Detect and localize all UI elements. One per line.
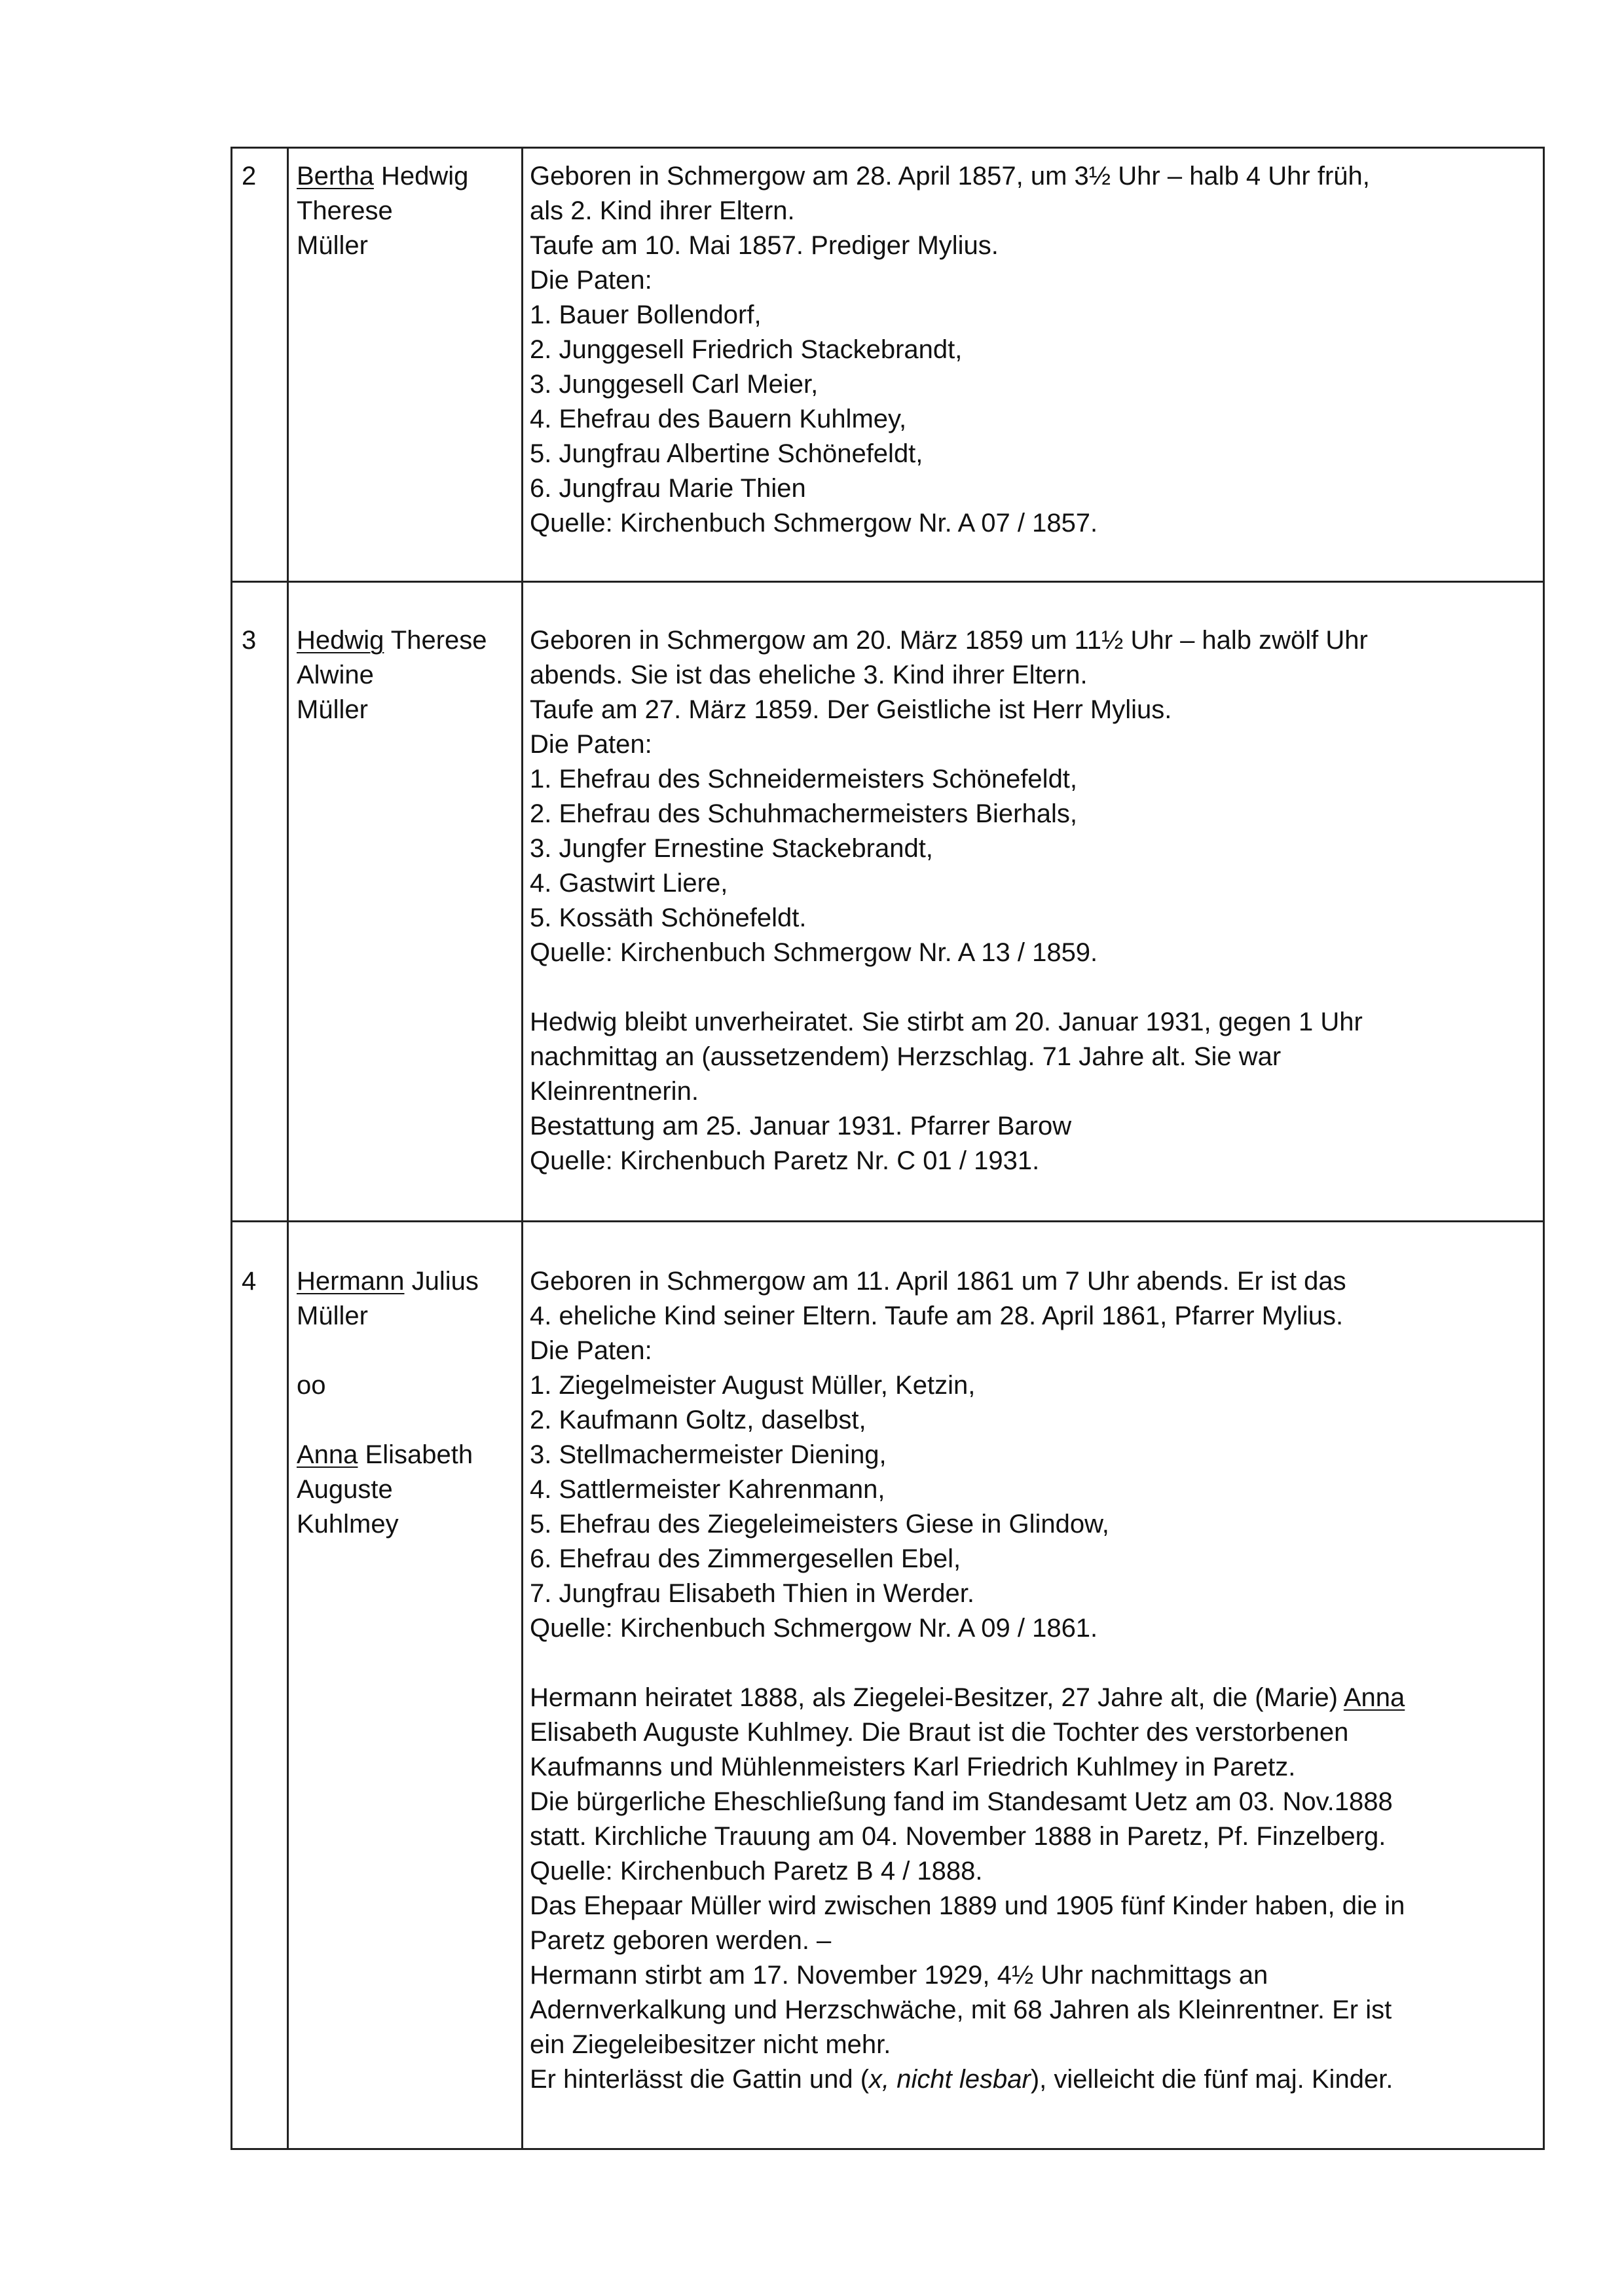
- text-line: 4. Ehefrau des Bauern Kuhlmey,: [530, 405, 907, 433]
- text-line: Das Ehepaar Müller wird zwischen 1889 und 1905 fünf Kinder haben, die in: [530, 1891, 1405, 1920]
- text-line: Quelle: Kirchenbuch Schmergow Nr. A 09 / 1861.: [530, 1614, 1098, 1643]
- text-line: 4. Gastwirt Liere,: [530, 869, 728, 898]
- text-line: Die Paten:: [530, 266, 652, 295]
- bride-name-underlined: Anna: [1343, 1683, 1405, 1712]
- text-line: 5. Ehefrau des Ziegeleimeisters Giese in Glindow,: [530, 1510, 1109, 1539]
- text-line: Die Paten:: [530, 1336, 652, 1365]
- text-line: als 2. Kind ihrer Eltern.: [530, 196, 795, 225]
- text-line: Die bürgerliche Eheschließung fand im Standesamt Uetz am 03. Nov.1888: [530, 1787, 1393, 1816]
- record-text: [523, 148, 1544, 582]
- text-line: Quelle: Kirchenbuch Schmergow Nr. A 13 / 1859.: [530, 938, 1098, 967]
- text-line: 3. Junggesell Carl Meier,: [530, 370, 819, 399]
- record-number: 3: [232, 582, 288, 1222]
- given-name-underlined: Hermann: [297, 1267, 405, 1296]
- given-name-underlined: Bertha: [297, 162, 374, 191]
- record-row: [232, 148, 1544, 582]
- text-line: Hermann stirbt am 17. November 1929, 4½ Uhr nachmittags an: [530, 1961, 1268, 1990]
- person-name: [288, 1222, 523, 2149]
- text-line: Taufe am 10. Mai 1857. Prediger Mylius.: [530, 231, 999, 260]
- text-line: 1. Ehefrau des Schneidermeisters Schönefeldt,: [530, 765, 1078, 793]
- text-line: 3. Jungfer Ernestine Stackebrandt,: [530, 834, 933, 863]
- spouse-name-line: Auguste: [297, 1475, 393, 1504]
- name-line: Müller: [297, 695, 368, 724]
- text-line: Elisabeth Auguste Kuhlmey. Die Braut ist die Tochter des verstorbenen: [530, 1718, 1349, 1747]
- paragraph-gap: [530, 1646, 1543, 1681]
- text-line: Hedwig bleibt unverheiratet. Sie stirbt am 20. Januar 1931, gegen 1 Uhr: [530, 1008, 1363, 1036]
- text-line: 4. Sattlermeister Kahrenmann,: [530, 1475, 885, 1504]
- text-line: Hermann heiratet 1888, als Ziegelei-Besitzer, 27 Jahre alt, die (Marie) Anna: [530, 1683, 1405, 1712]
- illegible-note: x, nicht lesbar: [869, 2065, 1031, 2094]
- text-line: Taufe am 27. März 1859. Der Geistliche ist Herr Mylius.: [530, 695, 1172, 724]
- text-line: statt. Kirchliche Trauung am 04. November 1888 in Paretz, Pf. Finzelberg.: [530, 1822, 1386, 1851]
- text-line: Kaufmanns und Mühlenmeisters Karl Friedrich Kuhlmey in Paretz.: [530, 1753, 1296, 1781]
- spouse-name-line: Anna Elisabeth: [297, 1440, 473, 1469]
- text-line: 6. Ehefrau des Zimmergesellen Ebel,: [530, 1544, 961, 1573]
- text-line: 1. Ziegelmeister August Müller, Ketzin,: [530, 1371, 976, 1400]
- text-line: 1. Bauer Bollendorf,: [530, 301, 762, 329]
- text-line: 2. Kaufmann Goltz, daselbst,: [530, 1406, 866, 1434]
- spouse-name-line: Kuhlmey: [297, 1510, 399, 1539]
- text-line: Paretz geboren werden. –: [530, 1926, 832, 1955]
- record-number: 2: [232, 148, 288, 582]
- marriage-symbol: oo: [297, 1371, 326, 1400]
- name-line: Hermann Julius: [297, 1267, 479, 1296]
- name-gap: [297, 1334, 521, 1368]
- name-line: Alwine: [297, 661, 374, 689]
- name-line: Bertha Hedwig: [297, 162, 469, 191]
- genealogy-table: [231, 147, 1545, 2150]
- text-line: ein Ziegeleibesitzer nicht mehr.: [530, 2030, 891, 2059]
- record-number: 4: [232, 1222, 288, 2149]
- person-name: [288, 582, 523, 1222]
- text-line: 4. eheliche Kind seiner Eltern. Taufe am 28. April 1861, Pfarrer Mylius.: [530, 1302, 1344, 1330]
- given-name-underlined: Hedwig: [297, 626, 384, 655]
- text-line: 3. Stellmachermeister Diening,: [530, 1440, 887, 1469]
- text-line: 2. Ehefrau des Schuhmachermeisters Bierhals,: [530, 799, 1077, 828]
- text-line: abends. Sie ist das eheliche 3. Kind ihrer Eltern.: [530, 661, 1088, 689]
- paragraph-gap: [530, 970, 1543, 1005]
- name-line: Therese: [297, 196, 393, 225]
- text-line: Kleinrentnerin.: [530, 1077, 699, 1106]
- name-line: Müller: [297, 1302, 368, 1330]
- text-line: Quelle: Kirchenbuch Schmergow Nr. A 07 / 1857.: [530, 509, 1098, 538]
- record-row: [232, 582, 1544, 1222]
- text-line: 6. Jungfrau Marie Thien: [530, 474, 806, 503]
- text-line: Quelle: Kirchenbuch Paretz B 4 / 1888.: [530, 1857, 983, 1886]
- text-line: 2. Junggesell Friedrich Stackebrandt,: [530, 335, 963, 364]
- text-line: Adernverkalkung und Herzschwäche, mit 68 Jahren als Kleinrentner. Er ist: [530, 1995, 1392, 2024]
- record-row: [232, 1222, 1544, 2149]
- text-line: 5. Jungfrau Albertine Schönefeldt,: [530, 439, 923, 468]
- text-line: Geboren in Schmergow am 28. April 1857, um 3½ Uhr – halb 4 Uhr früh,: [530, 162, 1370, 191]
- text-line: Bestattung am 25. Januar 1931. Pfarrer Barow: [530, 1112, 1072, 1140]
- text-line: Geboren in Schmergow am 20. März 1859 um 11½ Uhr – halb zwölf Uhr: [530, 626, 1368, 655]
- name-line: Hedwig Therese: [297, 626, 487, 655]
- person-name: [288, 148, 523, 582]
- text-line: 5. Kossäth Schönefeldt.: [530, 903, 807, 932]
- text-line: nachmittag an (aussetzendem) Herzschlag. 71 Jahre alt. Sie war: [530, 1042, 1282, 1071]
- record-text: [523, 582, 1544, 1222]
- text-line: 7. Jungfrau Elisabeth Thien in Werder.: [530, 1579, 974, 1608]
- name-gap: [297, 1403, 521, 1438]
- text-line: Er hinterlässt die Gattin und (x, nicht lesbar), vielleicht die fünf maj. Kinder.: [530, 2065, 1393, 2094]
- spouse-given-name-underlined: Anna: [297, 1440, 358, 1469]
- record-text: [523, 1222, 1544, 2149]
- text-line: Geboren in Schmergow am 11. April 1861 um 7 Uhr abends. Er ist das: [530, 1267, 1346, 1296]
- name-line: Müller: [297, 231, 368, 260]
- text-line: Quelle: Kirchenbuch Paretz Nr. C 01 / 1931.: [530, 1146, 1040, 1175]
- text-line: Die Paten:: [530, 730, 652, 759]
